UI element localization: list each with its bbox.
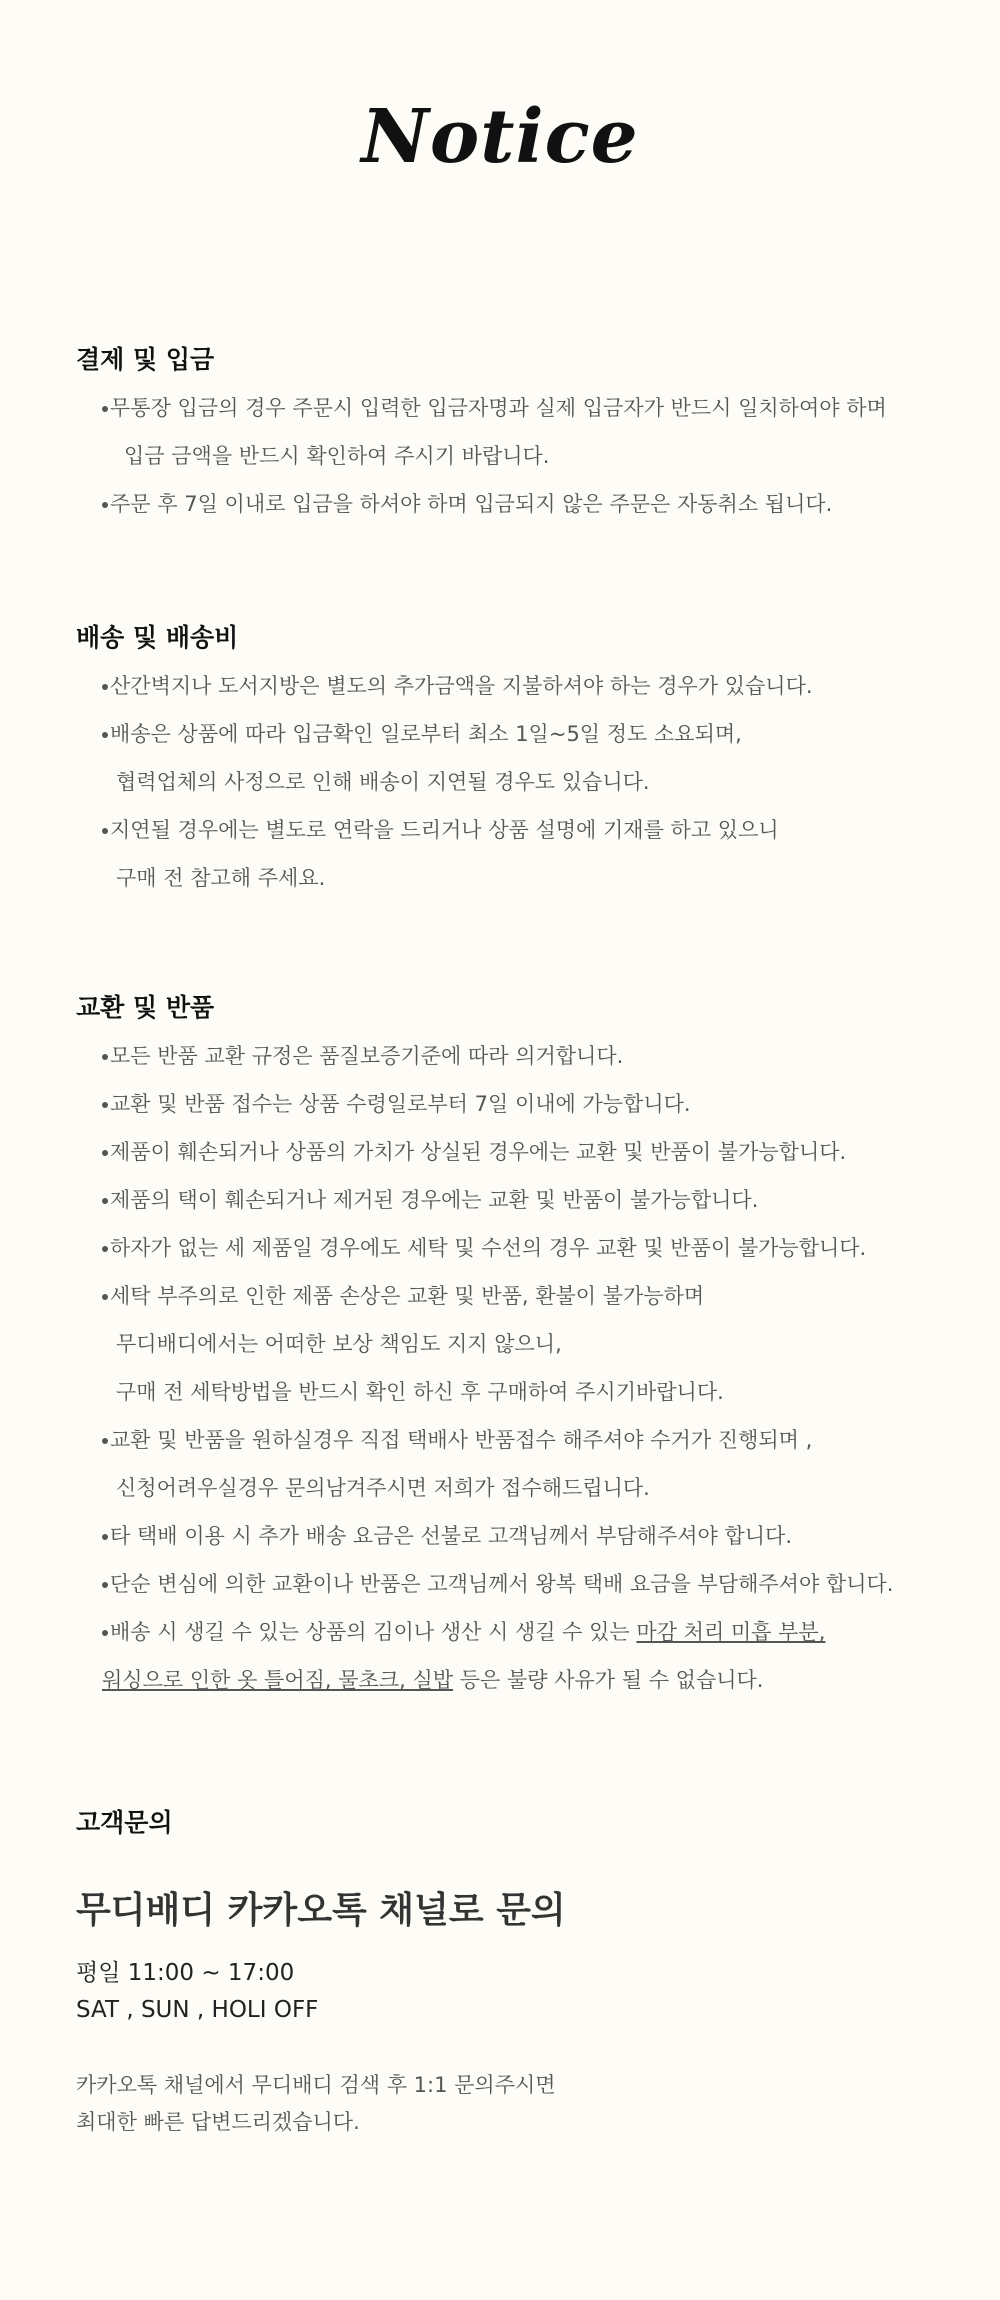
list-item-line: 교환 및 반품을 원하실경우 직접 택배사 반품접수 해주셔야 수거가 진행되며 , bbox=[110, 1428, 813, 1452]
hours-weekday: 평일 11:00 ~ 17:00 bbox=[76, 1960, 295, 1986]
list-item bbox=[76, 384, 956, 480]
list-item bbox=[76, 1416, 956, 1512]
list-item-line: 제품의 택이 훼손되거나 제거된 경우에는 교환 및 반품이 불가능합니다. bbox=[110, 1188, 759, 1212]
list-item-line: 무통장 입금의 경우 주문시 입력한 입금자명과 실제 입금자가 반드시 일치하여야 하며 bbox=[110, 396, 887, 420]
business-hours bbox=[76, 1955, 318, 2029]
defect-note-line bbox=[102, 1608, 956, 1656]
list-item bbox=[76, 1560, 956, 1608]
section-heading-shipping: 배송 및 배송비 bbox=[76, 623, 239, 652]
defect-note-text: 배송 시 생길 수 있는 상품의 김이나 생산 시 생길 수 있는 bbox=[110, 1620, 637, 1644]
list-item bbox=[76, 480, 956, 528]
defect-note-underlined: 마감 처리 미흡 부분, bbox=[636, 1620, 826, 1644]
description-line: 최대한 빠른 답변드리겠습니다. bbox=[76, 2110, 360, 2134]
section-heading-customer-service: 고객문의 bbox=[76, 1808, 173, 1837]
list-item-line: 교환 및 반품 접수는 상품 수령일로부터 7일 이내에 가능합니다. bbox=[110, 1092, 691, 1116]
defect-note-line bbox=[102, 1656, 956, 1704]
list-item-line: 배송은 상품에 따라 입금확인 일로부터 최소 1일~5일 정도 소요되며, bbox=[110, 722, 742, 746]
section-heading-exchange: 교환 및 반품 bbox=[76, 993, 215, 1022]
list-item bbox=[76, 710, 956, 806]
list-item-line: 무디배디에서는 어떠한 보상 책임도 지지 않으니, bbox=[116, 1332, 562, 1356]
list-item-line: 신청어려우실경우 문의남겨주시면 저희가 접수해드립니다. bbox=[116, 1476, 650, 1500]
list-item-line: 모든 반품 교환 규정은 품질보증기준에 따라 의거합니다. bbox=[110, 1044, 624, 1068]
list-item bbox=[76, 1176, 956, 1224]
list-item-line: 구매 전 참고해 주세요. bbox=[116, 866, 326, 890]
list-item-line: 하자가 없는 세 제품일 경우에도 세탁 및 수선의 경우 교환 및 반품이 불가능합니다. bbox=[110, 1236, 867, 1260]
page-title: Notice bbox=[361, 94, 639, 180]
list-item-line: 타 택배 이용 시 추가 배송 요금은 선불로 고객님께서 부담해주셔야 합니다. bbox=[110, 1524, 793, 1548]
exchange-section bbox=[76, 988, 956, 1704]
shipping-section bbox=[76, 618, 956, 902]
defect-note-text: 등은 불량 사유가 될 수 없습니다. bbox=[453, 1668, 764, 1692]
list-item bbox=[76, 1032, 956, 1080]
list-item bbox=[76, 1272, 956, 1416]
list-item-line: 지연될 경우에는 별도로 연락을 드리거나 상품 설명에 기재를 하고 있으니 bbox=[110, 818, 779, 842]
list-item bbox=[76, 662, 956, 710]
list-item-line: 세탁 부주의로 인한 제품 손상은 교환 및 반품, 환불이 불가능하며 bbox=[110, 1284, 705, 1308]
customer-service-description bbox=[76, 2067, 556, 2141]
description-line: 카카오톡 채널에서 무디배디 검색 후 1:1 문의주시면 bbox=[76, 2073, 556, 2097]
list-item-line: 단순 변심에 의한 교환이나 반품은 고객님께서 왕복 택배 요금을 부담해주셔야 합니다. bbox=[110, 1572, 894, 1596]
list-item-line: 주문 후 7일 이내로 입금을 하셔야 하며 입금되지 않은 주문은 자동취소 됩니다. bbox=[110, 492, 833, 516]
defect-note-item bbox=[76, 1608, 956, 1704]
kakao-channel-title: 무디배디 카카오톡 채널로 문의 bbox=[76, 1890, 566, 1931]
list-item-line: 제품이 훼손되거나 상품의 가치가 상실된 경우에는 교환 및 반품이 불가능합니다. bbox=[110, 1140, 847, 1164]
list-item bbox=[76, 1512, 956, 1560]
section-heading-payment: 결제 및 입금 bbox=[76, 345, 215, 374]
list-item bbox=[76, 1224, 956, 1272]
list-item-line: 협력업체의 사정으로 인해 배송이 지연될 경우도 있습니다. bbox=[116, 770, 650, 794]
list-item-line: 산간벽지나 도서지방은 별도의 추가금액을 지불하셔야 하는 경우가 있습니다. bbox=[110, 674, 813, 698]
payment-section bbox=[76, 340, 956, 528]
list-item-line: 구매 전 세탁방법을 반드시 확인 하신 후 구매하여 주시기바랍니다. bbox=[116, 1380, 724, 1404]
list-item bbox=[76, 1128, 956, 1176]
list-item bbox=[76, 1080, 956, 1128]
list-item-line: 입금 금액을 반드시 확인하여 주시기 바랍니다. bbox=[124, 444, 550, 468]
hours-weekend: SAT , SUN , HOLI OFF bbox=[76, 1997, 319, 2023]
list-item bbox=[76, 806, 956, 902]
defect-note-underlined: 워싱으로 인한 옷 틀어짐, 물초크, 실밥 bbox=[102, 1668, 454, 1692]
